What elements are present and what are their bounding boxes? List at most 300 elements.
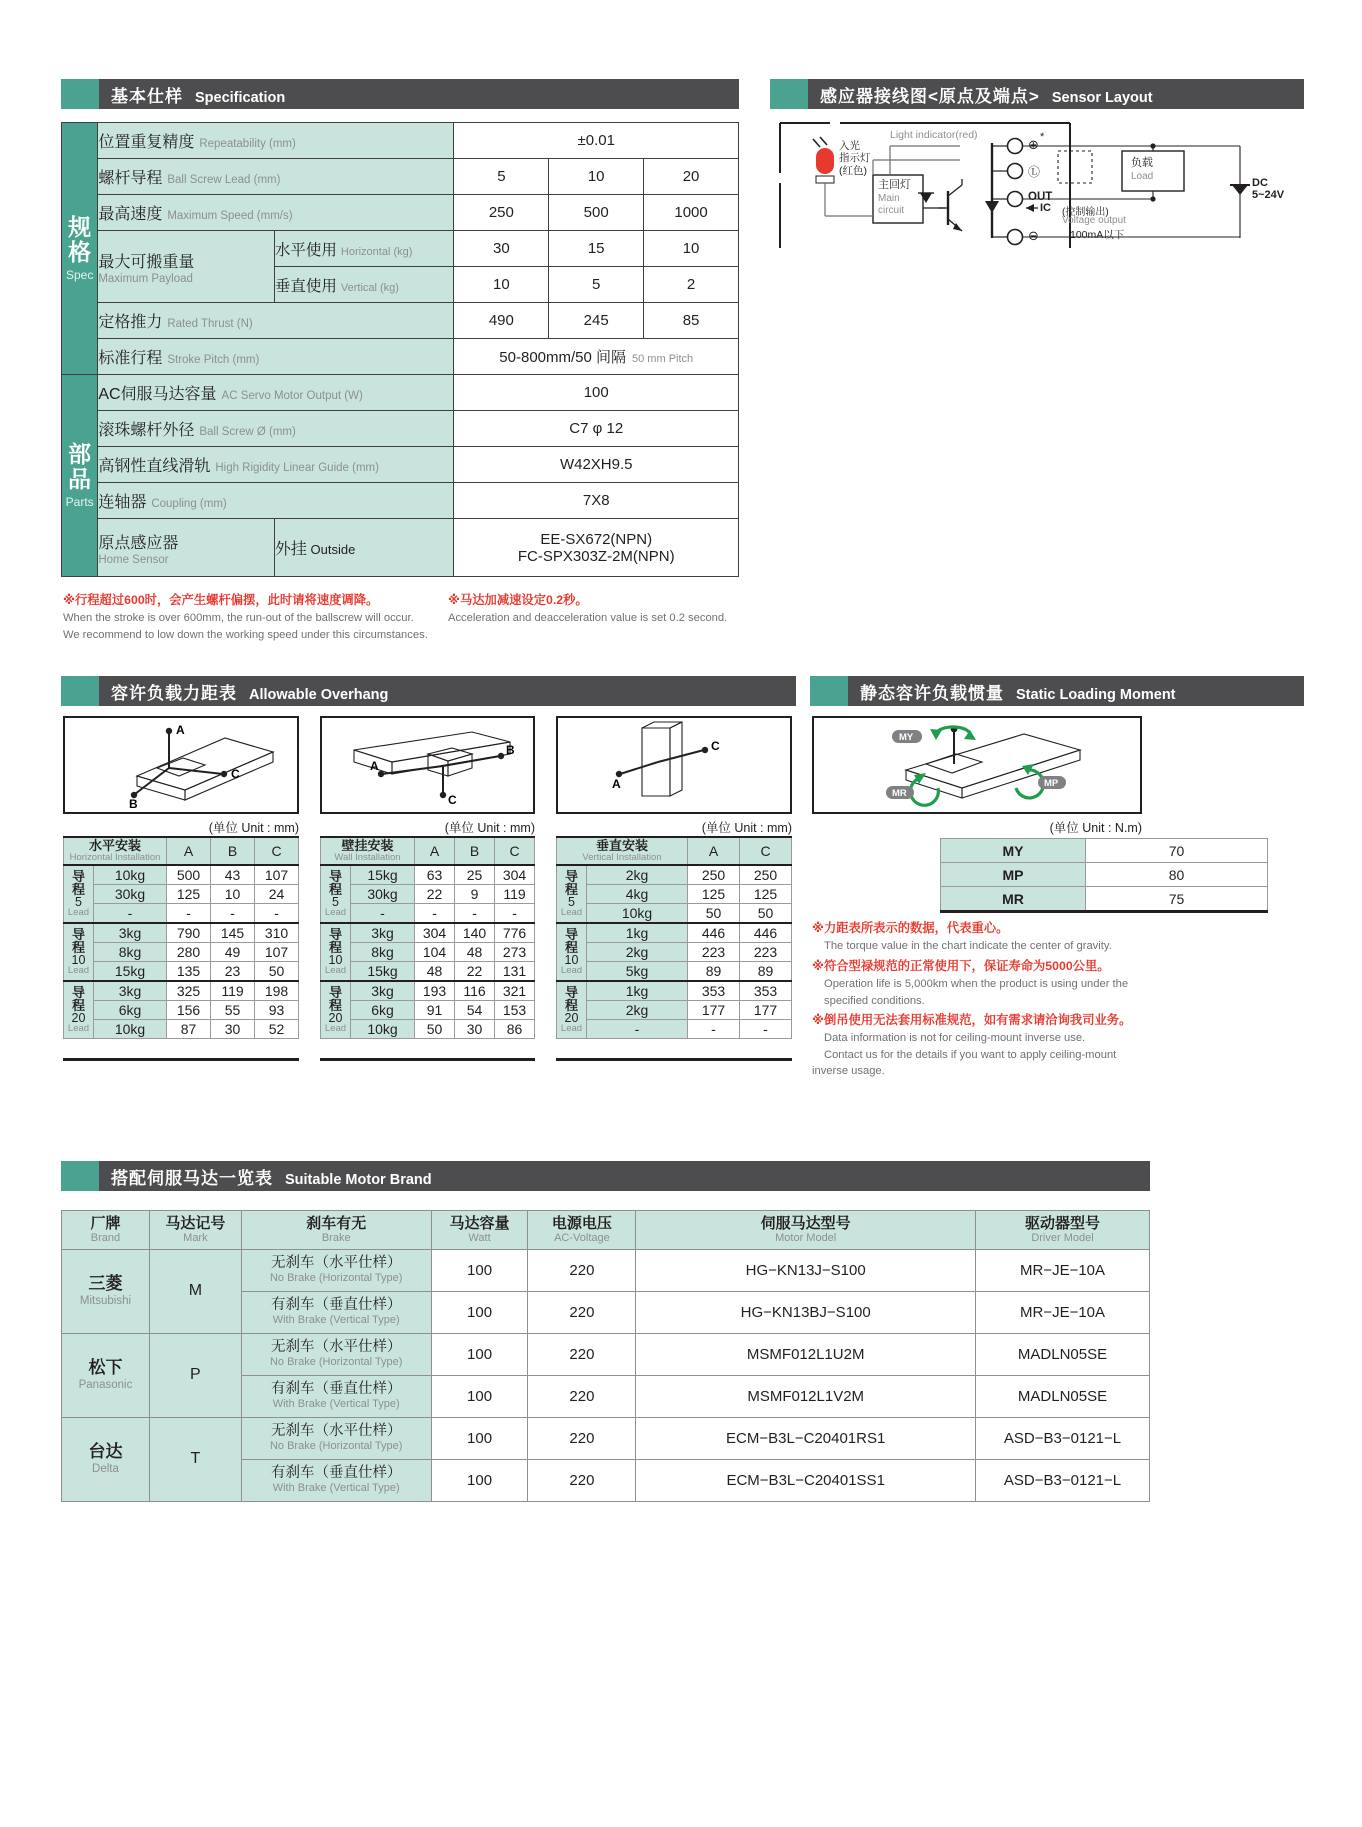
table-row: [62, 447, 739, 483]
section-header-specification: [61, 79, 739, 109]
row-label-repeatability: [98, 123, 454, 159]
group-cell-spec: [62, 123, 98, 375]
cell-a: 125: [688, 884, 740, 903]
header-col-c: C: [740, 837, 792, 865]
accent-tab: [810, 676, 848, 706]
cell-a: -: [688, 1019, 740, 1038]
table-row: [321, 981, 535, 1001]
dc-label: DC: [1252, 177, 1268, 189]
cell-c: 86: [495, 1019, 535, 1038]
accent-tab: [61, 1161, 99, 1191]
svg-text:MP: MP: [1044, 778, 1059, 789]
header-en: Vertical Installation: [582, 851, 662, 863]
lead-group-5: 导 程 5 Lead: [557, 865, 587, 923]
label-cn: 标准行程: [98, 350, 163, 367]
cell-b: 10: [211, 884, 255, 903]
watt: 100: [431, 1417, 528, 1459]
cell-c: 250: [740, 865, 792, 885]
watt: 100: [431, 1459, 528, 1501]
overhang-diagram-vertical: [556, 716, 792, 814]
cell-a: 91: [415, 1000, 455, 1019]
label-cn: 高钢性直线滑轨: [98, 458, 211, 475]
table-header-row: [64, 837, 299, 865]
driver-model: ASD−B3−0121−L: [976, 1459, 1150, 1501]
voltage: 220: [528, 1417, 636, 1459]
section-title-cn: 感应器接线图<原点及端点>: [820, 86, 1040, 106]
header-install-type: [557, 837, 688, 865]
note-en-line1: The torque value in the chart indicate the center of gravity.: [824, 939, 1112, 952]
table-row: [64, 942, 299, 961]
note-en-line2: specified conditions.: [824, 994, 925, 1007]
sublabel-cn: 垂直使用: [274, 277, 337, 295]
mark-panasonic: P: [149, 1333, 241, 1417]
watt: 100: [431, 1375, 528, 1417]
table-row: [64, 1000, 299, 1019]
label-en: Ball Screw Lead (mm): [167, 174, 281, 186]
cell-b: 145: [211, 923, 255, 943]
cell-c: 50: [740, 903, 792, 923]
row-label-rated-thrust: [98, 303, 454, 339]
table-row: [62, 519, 739, 577]
table-row: [64, 1019, 299, 1038]
header-watt: 马达容量 Watt: [431, 1211, 528, 1250]
label-cn: 最高速度: [98, 206, 163, 223]
load-value: 4kg: [587, 884, 688, 903]
sublabel-cn: 外挂: [274, 541, 307, 558]
moment-key-my: MY: [941, 839, 1086, 863]
watt: 100: [431, 1333, 528, 1375]
label-cn: 连轴器: [98, 494, 147, 511]
header-en: Horizontal Installation: [69, 851, 161, 863]
cell-c: 353: [740, 981, 792, 1001]
voltage: 220: [528, 1291, 636, 1333]
cell-a: 135: [167, 961, 211, 981]
home-sensor-line1: EE-SX672(NPN): [540, 530, 653, 548]
header-cn: 壁挂安装: [341, 838, 394, 853]
moment-value-mp: 80: [1086, 863, 1268, 887]
table-row: [62, 1333, 1150, 1375]
cell-c: -: [255, 903, 299, 923]
svg-text:B: B: [129, 797, 138, 811]
header-brand: 厂牌 Brand: [62, 1211, 150, 1250]
brake-type: 有刹车（垂直仕样） With Brake (Vertical Type): [241, 1375, 431, 1417]
sublabel-outside: [274, 519, 454, 577]
section-header-sensor-layout: [770, 79, 1304, 109]
load-value: 10kg: [94, 865, 167, 885]
moment-note-2: [812, 958, 1162, 1009]
section-title-en: Allowable Overhang: [249, 686, 389, 703]
moment-axis-diagram: [814, 718, 1140, 812]
table-row: [321, 884, 535, 903]
lead-group-5: 导 程 5 Lead: [321, 865, 351, 923]
value-vert-1: 10: [454, 267, 549, 303]
cell-b: 9: [455, 884, 495, 903]
motor-model: MSMF012L1U2M: [636, 1333, 976, 1375]
moment-table: [940, 838, 1268, 911]
motor-model: ECM−B3L−C20401RS1: [636, 1417, 976, 1459]
moment-note-1: [812, 920, 1162, 955]
label-en: Maximum Payload: [98, 272, 193, 285]
mark-mitsubishi: M: [149, 1249, 241, 1333]
moment-bottom-rule: [940, 910, 1268, 913]
cell-a: 790: [167, 923, 211, 943]
cell-c: 304: [495, 865, 535, 885]
lead-group-10: 导 程 10 Lead: [64, 923, 94, 981]
cell-a: 156: [167, 1000, 211, 1019]
accent-tab: [61, 676, 99, 706]
cell-a: 280: [167, 942, 211, 961]
table-row: [62, 411, 739, 447]
cell-b: 43: [211, 865, 255, 885]
lead-group-10: 导 程 10 Lead: [557, 923, 587, 981]
cell-a: 177: [688, 1000, 740, 1019]
group-label-cn: 规格: [68, 213, 92, 265]
section-title-cn: 搭配伺服马达一览表: [111, 1168, 273, 1188]
table-header-row: [62, 1211, 1150, 1250]
label-en: Ball Screw Ø (mm): [199, 426, 296, 438]
moment-note-3: [812, 1012, 1162, 1080]
sublabel-cn: 水平使用: [274, 241, 337, 259]
svg-text:C: C: [231, 767, 240, 781]
cell-b: 30: [211, 1019, 255, 1038]
load-value: 15kg: [94, 961, 167, 981]
cell-c: -: [740, 1019, 792, 1038]
sublabel-en: Horizontal (kg): [340, 245, 413, 258]
overhang-diagram-horizontal: [63, 716, 299, 814]
accent-tab: [770, 79, 808, 109]
label-en: Rated Thrust (N): [167, 318, 253, 330]
row-label-ac-servo-output: [98, 375, 454, 411]
lead-group-20: 导 程 20 Lead: [321, 981, 351, 1039]
note-en-line1: Acceleration and deacceleration value is set 0.2 second.: [448, 611, 728, 624]
note-en-line1: When the stroke is over 600mm, the run-out of the ballscrew will occur.: [63, 611, 414, 624]
section-title-en: Sensor Layout: [1051, 89, 1153, 106]
cell-a: 63: [415, 865, 455, 885]
value-vert-2: 5: [549, 267, 644, 303]
vertical-axis-diagram: [558, 718, 790, 812]
cell-c: 273: [495, 942, 535, 961]
spec-note-2: [448, 592, 768, 627]
ic-label: IC: [1040, 202, 1051, 214]
row-label-max-payload: [98, 231, 275, 303]
driver-model: MADLN05SE: [976, 1375, 1150, 1417]
table-row: [557, 1000, 792, 1019]
section-title-en: Specification: [195, 89, 286, 106]
table-row: [321, 961, 535, 981]
group-label-cn: 部品: [68, 440, 92, 492]
note-cn: ※符合型禄规范的正常使用下，保证寿命为5000公里。: [812, 959, 1110, 973]
group-cell-parts: [62, 375, 98, 577]
row-label-linear-guide: [98, 447, 454, 483]
table-row: [321, 1019, 535, 1038]
label-cn: AC伺服马达容量: [98, 386, 217, 403]
motor-brand-table: [61, 1210, 1150, 1502]
header-install-type: [321, 837, 415, 865]
cell-a: 125: [167, 884, 211, 903]
brake-type: 无刹车（水平仕样） No Brake (Horizontal Type): [241, 1249, 431, 1291]
table-row: [321, 942, 535, 961]
cell-c: 131: [495, 961, 535, 981]
cell-c: 125: [740, 884, 792, 903]
header-cn: 垂直安装: [595, 838, 648, 853]
label-cn: 定格推力: [98, 314, 163, 331]
driver-model: ASD−B3−0121−L: [976, 1417, 1150, 1459]
value-ac-servo-output: 100: [454, 375, 739, 411]
cell-a: 304: [415, 923, 455, 943]
label-cn: 原点感应器: [98, 534, 179, 552]
overhang-diagram-wall: [320, 716, 535, 814]
header-col-b: B: [455, 837, 495, 865]
table-row: [64, 981, 299, 1001]
led-lamp-icon: [816, 148, 834, 174]
section-title-cn: 容许负载力距表: [111, 683, 237, 703]
brake-type: 无刹车（水平仕样） No Brake (Horizontal Type): [241, 1417, 431, 1459]
row-label-ball-screw-lead: [98, 159, 454, 195]
load-value: 1kg: [587, 923, 688, 943]
cell-c: 119: [495, 884, 535, 903]
table-row: [62, 339, 739, 375]
load-value: 2kg: [587, 1000, 688, 1019]
value-speed-2: 500: [549, 195, 644, 231]
unit-label-moment: (单位 Unit : N.m): [1049, 821, 1142, 835]
cell-b: 25: [455, 865, 495, 885]
lead-group-5: 导 程 5 Lead: [64, 865, 94, 923]
header-install-type: [64, 837, 167, 865]
load-value: 1kg: [587, 981, 688, 1001]
cell-b: 55: [211, 1000, 255, 1019]
moment-key-mp: MP: [941, 863, 1086, 887]
header-en: Wall Installation: [334, 851, 401, 863]
unit-label-wall: (单位 Unit : mm): [444, 821, 535, 835]
watt: 100: [431, 1291, 528, 1333]
dc-voltage-label: 5~24V: [1252, 189, 1285, 201]
load-value: 2kg: [587, 865, 688, 885]
section-title-en: Static Loading Moment: [1016, 686, 1176, 703]
cell-c: 107: [255, 942, 299, 961]
table-row: [557, 865, 792, 885]
svg-text:MY: MY: [899, 732, 914, 743]
table-row: [557, 923, 792, 943]
table-row: [62, 195, 739, 231]
voltage: 220: [528, 1459, 636, 1501]
cell-c: -: [495, 903, 535, 923]
overhang-table-horizontal: [63, 836, 299, 1039]
wall-axis-diagram: [322, 718, 533, 812]
table-row: [62, 483, 739, 519]
table-row: [321, 865, 535, 885]
header-col-a: A: [415, 837, 455, 865]
asterisk-marker: *: [1040, 131, 1045, 143]
header-brake: 刹车有无 Brake: [241, 1211, 431, 1250]
load-value: 3kg: [351, 923, 415, 943]
stroke-pitch-note: 50 mm Pitch: [632, 353, 694, 365]
header-col-b: B: [211, 837, 255, 865]
watt: 100: [431, 1249, 528, 1291]
load-value: 10kg: [94, 1019, 167, 1038]
value-linear-guide: W42XH9.5: [454, 447, 739, 483]
voltage: 220: [528, 1249, 636, 1291]
cell-a: 325: [167, 981, 211, 1001]
brake-type: 有刹车（垂直仕样） With Brake (Vertical Type): [241, 1459, 431, 1501]
table-row: [557, 1019, 792, 1038]
label-cn: 滚珠螺杆外径: [98, 422, 195, 439]
table-row: [557, 961, 792, 981]
load-value: 15kg: [351, 865, 415, 885]
load-value: -: [351, 903, 415, 923]
load-value: 10kg: [587, 903, 688, 923]
row-label-ball-screw-dia: [98, 411, 454, 447]
load-value: 5kg: [587, 961, 688, 981]
cell-c: 89: [740, 961, 792, 981]
section-title-cn: 静态容许负载惯量: [860, 683, 1004, 703]
table-row: [321, 923, 535, 943]
cell-a: 193: [415, 981, 455, 1001]
cell-a: 89: [688, 961, 740, 981]
label-en: AC Servo Motor Output (W): [221, 390, 363, 402]
voltage-output-label: Voltage output: [1062, 215, 1126, 226]
table-bottom-rule: [320, 1058, 535, 1061]
table-row: [557, 942, 792, 961]
cell-a: 87: [167, 1019, 211, 1038]
cell-c: 50: [255, 961, 299, 981]
header-driver-model: 驱动器型号 Driver Model: [976, 1211, 1150, 1250]
sublabel-vertical: [274, 267, 454, 303]
section-title-en: Suitable Motor Brand: [285, 1171, 432, 1188]
accent-tab: [61, 79, 99, 109]
motor-model: ECM−B3L−C20401SS1: [636, 1459, 976, 1501]
table-row: [62, 303, 739, 339]
overhang-table-vertical: [556, 836, 792, 1039]
cell-b: 116: [455, 981, 495, 1001]
current-limit-label: 100mA以下: [1070, 229, 1125, 241]
load-value: 8kg: [351, 942, 415, 961]
minus-terminal-icon: ⊖: [1028, 228, 1039, 243]
table-row: [62, 159, 739, 195]
cell-a: 22: [415, 884, 455, 903]
svg-text:C: C: [711, 739, 720, 753]
table-row: [321, 1000, 535, 1019]
cell-b: 49: [211, 942, 255, 961]
unit-label-vertical: (单位 Unit : mm): [701, 821, 792, 835]
cell-a: 50: [688, 903, 740, 923]
table-header-row: [321, 837, 535, 865]
brand-panasonic: 松下 Panasonic: [62, 1333, 150, 1417]
cell-c: 24: [255, 884, 299, 903]
table-row: [64, 865, 299, 885]
cell-a: 223: [688, 942, 740, 961]
load-value: -: [94, 903, 167, 923]
lead-group-10: 导 程 10 Lead: [321, 923, 351, 981]
cell-c: 776: [495, 923, 535, 943]
table-row: [62, 375, 739, 411]
overhang-table-wall: [320, 836, 535, 1039]
note-cn: ※力距表所表示的数据，代表重心。: [812, 921, 1009, 935]
main-circuit-label: 主回灯 Main circuit: [878, 179, 911, 217]
header-mark: 马达记号 Mark: [149, 1211, 241, 1250]
moment-value-mr: 75: [1086, 887, 1268, 911]
group-label-en: Parts: [65, 495, 94, 510]
plus-terminal-icon: ⊕: [1028, 137, 1039, 152]
load-value: 3kg: [94, 981, 167, 1001]
brand-delta: 台达 Delta: [62, 1417, 150, 1501]
note-en-line2: Contact us for the details if you want to apply ceiling-mount: [824, 1048, 1117, 1061]
header-col-a: A: [167, 837, 211, 865]
load-value: 10kg: [351, 1019, 415, 1038]
table-row: [64, 884, 299, 903]
table-row: [557, 903, 792, 923]
cell-a: 48: [415, 961, 455, 981]
table-bottom-rule: [556, 1058, 792, 1061]
table-row: [64, 923, 299, 943]
row-label-coupling: [98, 483, 454, 519]
note-en-line2: We recommend to low down the working speed under this circumstances.: [63, 628, 428, 641]
table-header-row: [557, 837, 792, 865]
cell-c: 52: [255, 1019, 299, 1038]
spec-note-1: [63, 592, 483, 643]
svg-text:A: A: [176, 723, 185, 737]
label-cn: 位置重复精度: [98, 134, 195, 151]
load-value: 3kg: [94, 923, 167, 943]
svg-text:C: C: [448, 793, 457, 807]
value-speed-3: 1000: [644, 195, 739, 231]
load-value: -: [587, 1019, 688, 1038]
driver-model: MR−JE−10A: [976, 1249, 1150, 1291]
cell-b: 140: [455, 923, 495, 943]
cell-c: 310: [255, 923, 299, 943]
cell-b: -: [211, 903, 255, 923]
load-value: 30kg: [94, 884, 167, 903]
moment-diagram: [812, 716, 1142, 814]
sensor-layout-diagram: [770, 113, 1304, 253]
table-row: [941, 887, 1268, 911]
load-value: 6kg: [94, 1000, 167, 1019]
value-lead-20: 20: [644, 159, 739, 195]
label-en: High Rigidity Linear Guide (mm): [215, 462, 379, 474]
section-title-cn: 基本仕样: [111, 86, 183, 106]
svg-text:A: A: [612, 777, 621, 791]
moment-key-mr: MR: [941, 887, 1086, 911]
cell-c: 153: [495, 1000, 535, 1019]
cell-a: 50: [415, 1019, 455, 1038]
sublabel-en: Outside: [310, 542, 356, 557]
value-stroke-pitch: [454, 339, 739, 375]
cell-c: 107: [255, 865, 299, 885]
lead-group-20: 导 程 20 Lead: [64, 981, 94, 1039]
value-speed-1: 250: [454, 195, 549, 231]
label-en: Maximum Speed (mm/s): [167, 210, 293, 222]
value-ball-screw-dia: C7 φ 12: [454, 411, 739, 447]
cell-a: 500: [167, 865, 211, 885]
header-col-a: A: [688, 837, 740, 865]
cell-a: 250: [688, 865, 740, 885]
row-label-home-sensor: [98, 519, 275, 577]
value-horiz-2: 15: [549, 231, 644, 267]
voltage: 220: [528, 1375, 636, 1417]
cell-a: -: [415, 903, 455, 923]
stroke-pitch-main: 50-800mm/50 间隔: [499, 349, 627, 366]
horizontal-axis-diagram: [65, 718, 297, 812]
value-thrust-1: 490: [454, 303, 549, 339]
row-label-max-speed: [98, 195, 454, 231]
section-header-motor-brand: [61, 1161, 1150, 1191]
mark-delta: T: [149, 1417, 241, 1501]
svg-text:A: A: [370, 759, 379, 773]
table-row: [62, 1417, 1150, 1459]
value-horiz-1: 30: [454, 231, 549, 267]
table-row: [62, 123, 739, 159]
table-row: [321, 903, 535, 923]
note-en-line1: Data information is not for ceiling-mount inverse use.: [824, 1031, 1086, 1044]
